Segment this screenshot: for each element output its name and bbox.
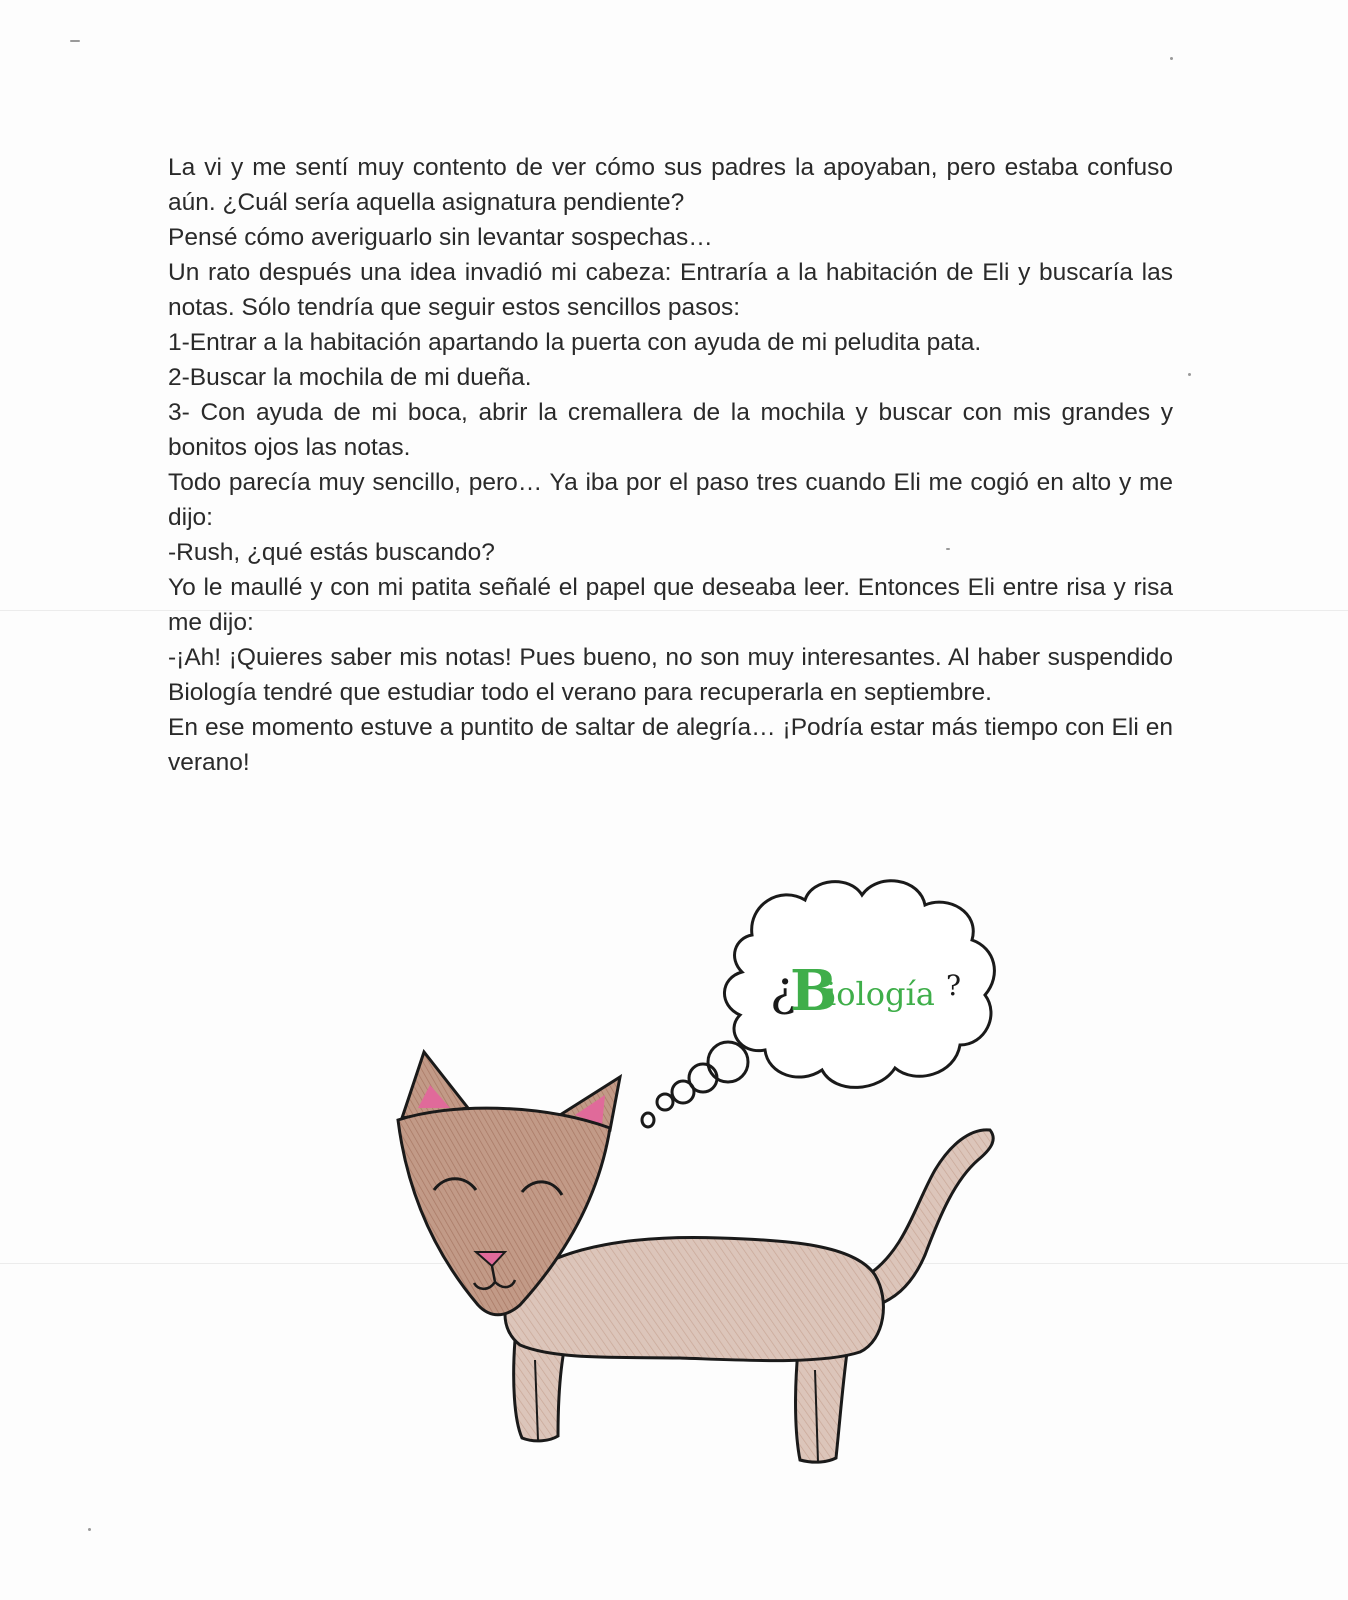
biology-initial: B xyxy=(790,958,838,1024)
thought-trail-bubbles xyxy=(642,1042,748,1127)
story-paragraph: Yo le maullé y con mi patita señalé el papel que deseaba leer. Entonces Eli entre risa y risa me dijo: xyxy=(168,574,1173,636)
question-mark-close: ? xyxy=(946,969,962,1002)
cat-back-leg xyxy=(796,1345,848,1462)
story-paragraph: En ese momento estuve a puntito de saltar de alegría… ¡Podría estar más tiempo con Eli en verano! xyxy=(168,714,1173,776)
story-paragraph: Pensé cómo averiguarlo sin levantar sospechas… xyxy=(168,224,713,251)
story-step-2: 2-Buscar la mochila de mi dueña. xyxy=(168,364,532,391)
story-dialogue: -Rush, ¿qué estás buscando? xyxy=(168,539,495,566)
story-step-3: 3- Con ayuda de mi boca, abrir la cremallera de la mochila y buscar con mis grandes y bonitos ojos las notas. xyxy=(168,399,1173,461)
story-dialogue: -¡Ah! ¡Quieres saber mis notas! Pues bueno, no son muy interesantes. Al haber suspendido Biología tendré que estudiar todo el verano para recuperarla en septiembre. xyxy=(168,644,1173,706)
biology-word: iología xyxy=(826,975,935,1013)
story-paragraph: Todo parecía muy sencillo, pero… Ya iba por el paso tres cuando Eli me cogió en alto y me dijo: xyxy=(168,469,1173,531)
story-step-1: 1-Entrar a la habitación apartando la puerta con ayuda de mi peludita pata. xyxy=(168,329,982,356)
story-paragraph: La vi y me sentí muy contento de ver cómo sus padres la apoyaban, pero estaba confuso aún. ¿Cuál sería aquella asignatura pendiente? xyxy=(168,154,1173,216)
cat-tail xyxy=(868,1130,993,1305)
cat-body xyxy=(505,1237,883,1360)
story-paragraph: Un rato después una idea invadió mi cabeza: Entraría a la habitación de Eli y buscaría las notas. Sólo tendría que seguir estos sencillos pasos: xyxy=(168,259,1173,321)
question-mark-open: ¿ xyxy=(770,961,796,1017)
